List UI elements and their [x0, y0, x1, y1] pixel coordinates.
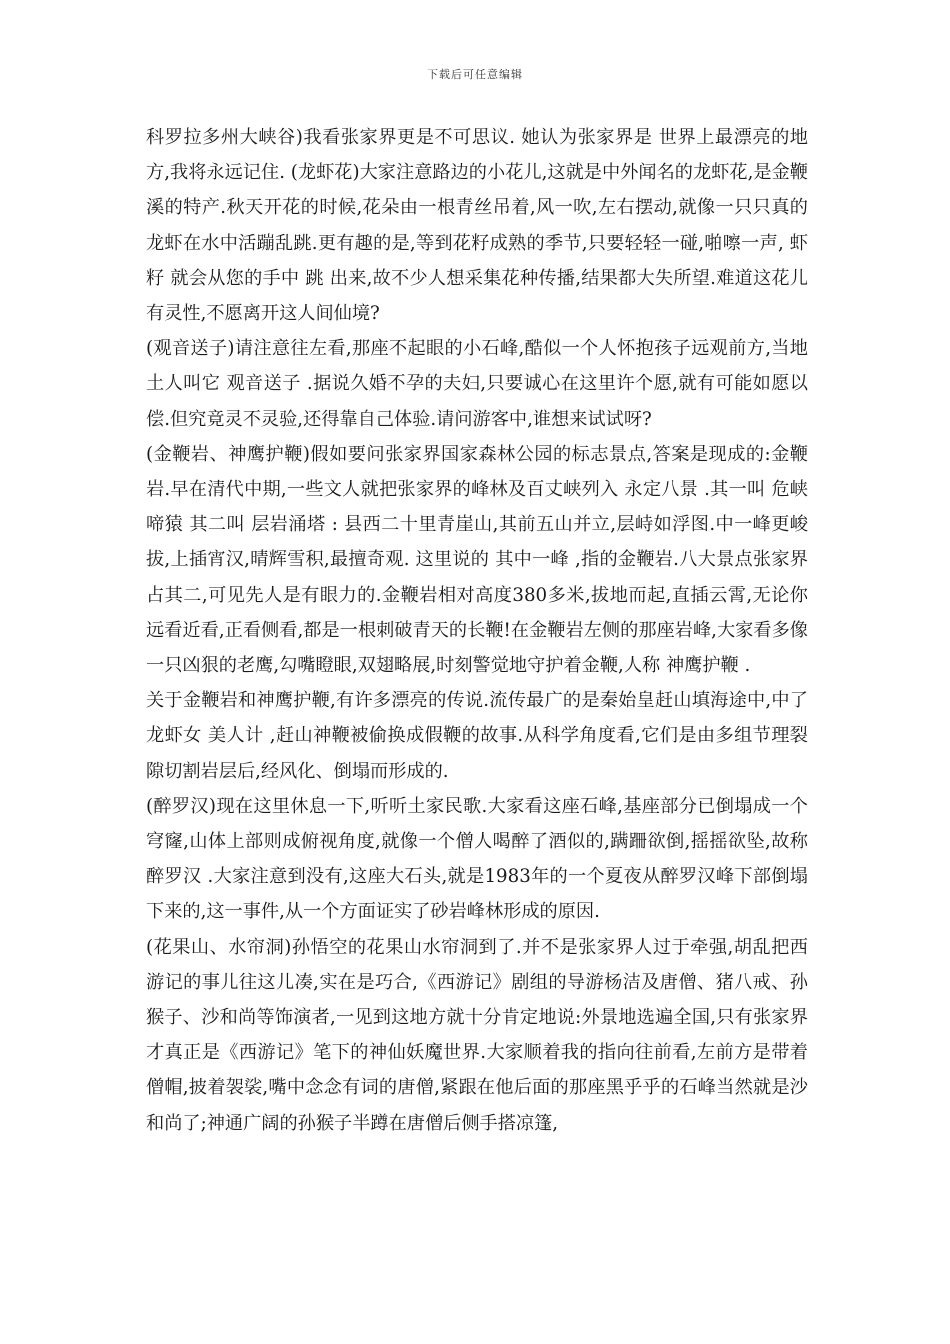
paragraph: (醉罗汉)现在这里休息一下,听听土家民歌.大家看这座石峰,基座部分已倒塌成一个穹窿,山体上部则成俯视角度,就像一个僧人喝醉了酒似的,蹒跚欲倒,摇摇欲坠,故称 醉罗汉 .大家注意到没有,这座大石头,就是1983年的一个夏夜从醉罗汉峰下部倒塌下来的,这一事件,从一个方面证实了砂岩峰林形成的原因. [146, 795, 808, 923]
document-body [146, 120, 808, 1141]
paragraph: (金鞭岩、神鹰护鞭)假如要问张家界国家森林公园的标志景点,答案是现成的:金鞭岩.早在清代中期,一些文人就把张家界的峰林及百丈峡列入 永定八景 .其一叫 危峡啼猿 其二叫 层岩涌塔 : 县西二十里青崖山,其前五山并立,层峙如浮图.中一峰更峻拔,上插宵汉,晴辉雪积,最擅奇观. 这里说的 其中一峰 ,指的金鞭岩.八大景点张家界占其二,可见先人是有眼力的.金鞭岩相对高度380多米,拔地而起,直插云霄,无论你远看近看,正看侧看,都是一根刺破青天的长鞭!在金鞭岩左侧的那座岩峰,大家看多像一只凶狠的老鹰,勾嘴瞪眼,双翅略展,时刻警觉地守护着金鞭,人称 神鹰护鞭 . [146, 443, 808, 677]
paragraph: 科罗拉多州大峡谷)我看张家界更是不可思议. 她认为张家界是 世界上最漂亮的地方,我将永远记住. (龙虾花)大家注意路边的小花儿,这就是中外闻名的龙虾花,是金鞭溪的特产.秋天开花的时候,花朵由一根青丝吊着,风一吹,左右摆动,就像一只只真的龙虾在水中活蹦乱跳.更有趣的是,等到花籽成熟的季节,只要轻轻一碰,啪嚓一声, 虾籽 就会从您的手中 跳 出来,故不少人想采集花种传播,结果都大失所望.难道这花儿有灵性,不愿离开这人间仙境? [146, 127, 808, 325]
paragraph: (花果山、水帘洞)孙悟空的花果山水帘洞到了.并不是张家界人过于牵强,胡乱把西游记的事儿往这儿凑,实在是巧合,《西游记》剧组的导游杨洁及唐僧、猪八戒、孙猴子、沙和尚等饰演者,一见到这地方就十分肯定地说:外景地选遍全国,只有张家界才真正是《西游记》笔下的神仙妖魔世界.大家顺着我的指向往前看,左前方是带着僧帽,披着袈裟,嘴中念念有词的唐僧,紧跟在他后面的那座黑乎乎的石峰当然就是沙和尚了;神通广阔的孙猴子半蹲在唐僧后侧手搭凉篷, [146, 936, 808, 1134]
page-header: 下载后可任意编辑 [427, 68, 523, 81]
paragraph: (观音送子)请注意往左看,那座不起眼的小石峰,酷似一个人怀抱孩子远观前方,当地土人叫它 观音送子 .据说久婚不孕的夫妇,只要诚心在这里许个愿,就有可能如愿以偿.但究竟灵不灵验,还得靠自己体验.请问游客中,谁想来试试呀? [146, 338, 808, 430]
paragraph: 关于金鞭岩和神鹰护鞭,有许多漂亮的传说.流传最广的是秦始皇赶山填海途中,中了龙虾女 美人计 ,赶山神鞭被偷换成假鞭的故事.从科学角度看,它们是由多组节理裂隙切割岩层后,经风化、倒塌而形成的. [146, 690, 808, 782]
